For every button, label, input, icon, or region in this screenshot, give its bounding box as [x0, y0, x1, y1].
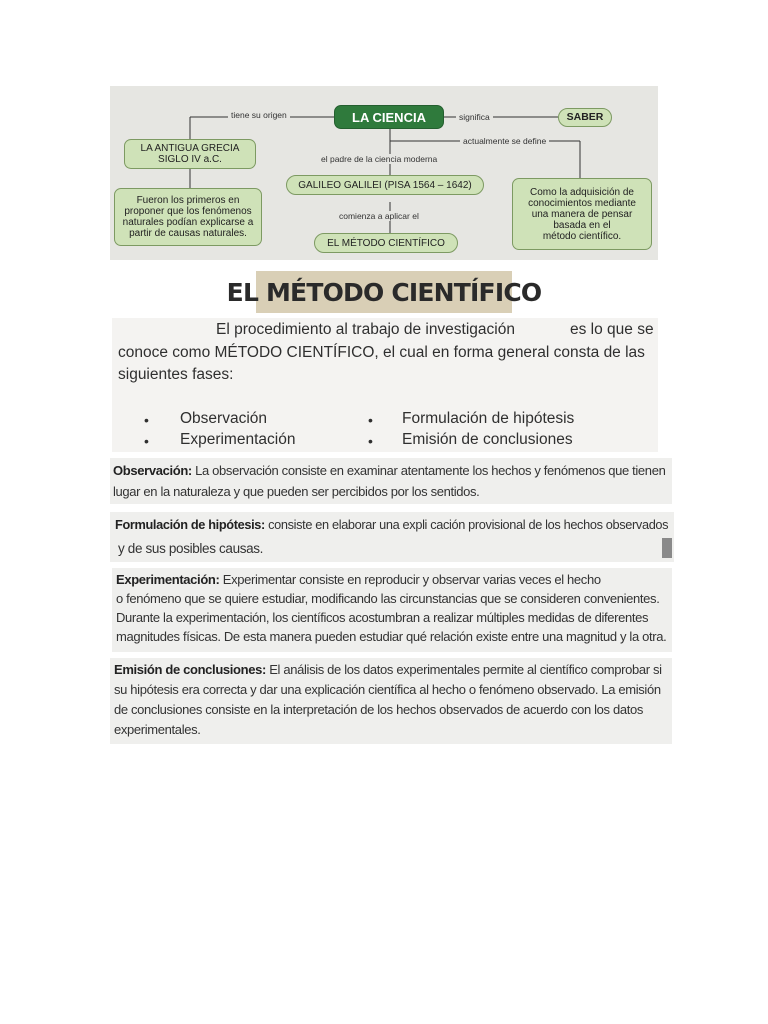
experimentacion-line-4: magnitudes físicas. De esta manera pueden estudiar qué relación existe entre una magnitud y la otra.: [116, 629, 667, 644]
fueron-line-3: naturales podían explicarse a: [122, 217, 254, 228]
edge-label-origen: tiene su origen: [228, 110, 290, 120]
edge-label-comienza: comienza a aplicar el: [336, 211, 422, 221]
fueron-line-2: proponer que los fenómenos: [124, 206, 252, 217]
galileo-node: [286, 175, 484, 195]
galileo-label: GALILEO GALILEI (PISA 1564 – 1642): [298, 179, 472, 191]
observacion-term: Observación:: [113, 463, 192, 478]
definition-experimentacion: [112, 568, 672, 652]
intro-line-3: siguientes fases:: [118, 366, 234, 383]
bullet-experimentacion: Experimentación: [180, 431, 296, 448]
bullet-marker: •: [144, 412, 149, 428]
conclusiones-term: Emisión de conclusiones:: [114, 662, 266, 677]
saber-label: SABER: [566, 111, 604, 123]
observacion-line-1: [113, 463, 665, 478]
conclusiones-line-1: [114, 662, 662, 677]
bullet-marker: •: [368, 433, 373, 449]
experimentacion-line-3: Durante la experimentación, los científicos acostumbran a realizar múltiples medidas de diferentes: [116, 610, 649, 625]
la-ciencia-label: LA CIENCIA: [352, 109, 426, 125]
fueron-node: [114, 188, 262, 246]
definition-conclusiones: [110, 658, 672, 744]
intro-line-1a: El procedimiento al trabajo de investigación: [216, 321, 515, 338]
concept-map: [110, 86, 658, 260]
definition-hipotesis: [110, 512, 674, 562]
experimentacion-line-1: [116, 572, 601, 587]
intro-line-2: conoce como MÉTODO CIENTÍFICO, el cual en forma general consta de las: [118, 344, 645, 361]
observacion-text-1: La observación consiste en examinar atentamente los hechos y fenómenos que tienen: [191, 463, 666, 478]
bullet-formulacion: Formulación de hipótesis: [402, 410, 575, 427]
edge-label-padre: el padre de la ciencia moderna: [318, 154, 440, 164]
experimentacion-line-2: o fenómeno que se quiere estudiar, modificando las circunstancias que se consideren convenientes.: [116, 591, 660, 606]
hipotesis-line-1: [115, 517, 668, 532]
adquisicion-line-3: una manera de pensar: [531, 208, 633, 220]
edge-label-significa: significa: [456, 112, 493, 122]
antigua-grecia-node: [124, 139, 256, 169]
conclusiones-line-3: de conclusiones consiste en la interpretación de los hechos observados de acuerdo con los datos: [114, 702, 643, 717]
conclusiones-text-1: El análisis de los datos experimentales permite al científico comprobar si: [265, 662, 662, 677]
hipotesis-text-1: consiste en elaborar una expli cación provisional de los hechos observados: [264, 517, 669, 532]
edge-label-actualmente: actualmente se define: [460, 136, 549, 146]
definition-observacion: [110, 458, 672, 504]
adquisicion-line-4: basada en el: [553, 219, 611, 231]
experimentacion-text-1: Experimentar consiste en reproducir y observar varias veces el hecho: [219, 572, 601, 587]
experimentacion-term: Experimentación:: [116, 572, 220, 587]
bullet-marker: •: [144, 433, 149, 449]
antigua-line-1: LA ANTIGUA GRECIA: [140, 143, 240, 154]
la-ciencia-node: [334, 105, 444, 129]
metodo-label: EL MÉTODO CIENTÍFICO: [327, 237, 445, 249]
page-title: EL MÉTODO CIENTÍFICO: [226, 277, 542, 307]
bullet-marker: •: [368, 412, 373, 428]
metodo-node: [314, 233, 458, 253]
intro-line-1b: es lo que se: [570, 321, 654, 338]
adquisicion-line-5: método científico.: [542, 230, 622, 242]
fueron-line-1: Fueron los primeros en: [136, 195, 240, 206]
adquisicion-line-2: conocimientos mediante: [528, 197, 636, 209]
intro-section: [112, 318, 658, 452]
bullet-observacion: Observación: [180, 410, 268, 427]
page-title-box: [226, 271, 542, 313]
adquisicion-line-1: Como la adquisición de: [530, 186, 634, 198]
observacion-line-2: lugar en la naturaleza y que pueden ser percibidos por los sentidos.: [113, 484, 480, 499]
conclusiones-line-4: experimentales.: [114, 722, 201, 737]
hipotesis-term: Formulación de hipótesis:: [115, 517, 265, 532]
adquisicion-node: [512, 178, 652, 250]
saber-node: [558, 108, 612, 127]
scrollbar-thumb[interactable]: [662, 538, 672, 558]
antigua-line-2: SIGLO IV a.C.: [158, 154, 222, 165]
bullet-emision: Emisión de conclusiones: [402, 431, 573, 448]
conclusiones-line-2: su hipótesis era correcta y dar una explicación científica al hecho o fenómeno observado. La emisión: [114, 682, 661, 697]
fueron-line-4: partir de causas naturales.: [129, 228, 247, 239]
hipotesis-line-2: y de sus posibles causas.: [118, 541, 264, 556]
